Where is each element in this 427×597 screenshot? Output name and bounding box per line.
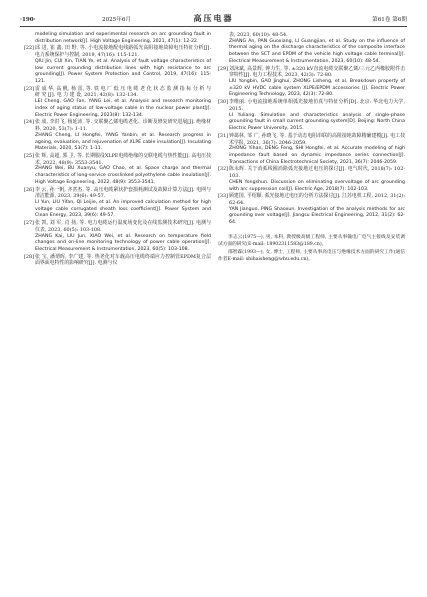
reference-number: [28] xyxy=(24,253,35,260)
right-column xyxy=(218,32,405,264)
reference-text: 表, 2023, 60(10): 48-54. xyxy=(229,32,288,38)
reference-number: [30] xyxy=(218,99,229,106)
right-references xyxy=(218,32,405,227)
reference-text: 张 凯, 刘 军, 肖 扬, 等. 电力电缆运行温度场变化及在线监测技术研究[J]. 电测与仪表, 2023, 60(5): 103-108. xyxy=(35,220,211,233)
page-number: ·190· xyxy=(20,17,36,23)
reference-text: CHEN Yongshun. Discussion on eliminating overvoltage of arc grounding with arc suppression coil[J]. Electric Age, 2018(7): 102-103. xyxy=(229,179,405,192)
journal-title: 高压电器 xyxy=(193,14,234,23)
reference-number: [31] xyxy=(218,132,229,139)
reference-text: 李维丽. 小电流接地系统单相弧光接地仿真与特征分析[D]. 北京: 华北电力大学, 2015. xyxy=(229,99,405,112)
reference-text: ZHANG An, PAN Guoxiang, LI Guangjian, et al. Study on the influence of thermal aging on the discharge characteristics of the composite interface between the SCT and EPDM of the vehicle high voltage cable terminal[J]. Electrical Measurement & Instrumentation, 2023, 60(10): 48-54. xyxy=(229,38,405,64)
author-bio: 邵智霖(1993—), 女, 博士, 工程师, 主要从事高电压与绝缘技术方面的研究工作(通信作者E-mail: shihaisheng@whu.edu.cn)。 xyxy=(218,249,405,262)
reference-text: 陈永辉. 关于消弧线圈消除弧光接地过电压的探讨[J]. 电气时代, 2018(7): 102-103. xyxy=(229,166,405,180)
reference-number: [27] xyxy=(24,220,35,227)
reference-number: [22] xyxy=(24,45,35,52)
reference-item xyxy=(24,187,211,221)
reference-number: [24] xyxy=(24,119,35,126)
left-column xyxy=(24,32,211,267)
reference-text: ZHANG Kai, LIU Jun, XIAO Wei, et al. Research on temperature field changes and on-line monitoring technology of power cable operation[J]. Electrical Measurement & Instrumentation, 2023, 60(5): 103-108. xyxy=(35,233,211,252)
reference-item xyxy=(218,166,405,193)
reference-item xyxy=(24,86,211,120)
reference-text: LEI Cheng, GAO Fan, YANG Lei, et al. Analysis and research monitoring index of aging status of low-voltage cable in the nuclear power plant[J]. Electric Power Engineering, 2023(8): 132-134. xyxy=(35,99,211,118)
reference-text: ZHANG Wei, BU Xuanyu, GAO Chao, et al. Space charge and thermal characteristics of long-service crosslinked polyethylene cable insulation[J]. High Voltage Engineering, 2022, 48(9): 3553-3541. xyxy=(35,166,211,185)
volume-issue: 第61卷 第6期 xyxy=(372,17,407,23)
reference-text: LI Yuliang. Simulation and characteristics analysis of single-phase grounding fault in small current grounding system[D]. Beijing: North China Electric Power University, 2015. xyxy=(229,112,405,132)
reference-number: [32] xyxy=(218,166,229,173)
reference-text: LIU Yongbin, GAO Jinghui, ZHONG Lisheng, et al. Breakdown property of ±320 kV HVDC cable system XLPE/EPDM accessories [J]. Electric Power Engineering Technology, 2023, 42(3): 72-80. xyxy=(229,79,405,98)
reference-number: [29] xyxy=(218,65,229,72)
reference-item xyxy=(24,32,211,45)
running-header xyxy=(20,14,407,27)
reference-text: ZHONG Yihan, DENG Feng, SHI Hongfei, et al. Accurate modeling of high impedance fault based on dynamic impedance series connection[J]. Transactions of China Electrotechnical Society, 2021, 36(7): 2046-2059. xyxy=(229,146,405,165)
reference-text: 钟蔼林, 邹 广, 孙晓飞, 等. 基于动态电阻串联的高阻接地故障精确建模[J]. 电工技术学报, 2021, 36(7): 2046-2059. xyxy=(229,132,405,146)
author-bio: 李志云(1975—), 男, 本科, 教授级高级工程师, 主要从事输电广电气主接线及安装调试方面的研究(E-mail: 18902311583@189.cn)。 xyxy=(218,234,405,247)
reference-item xyxy=(218,99,405,133)
reference-text: 雷 成 华, 高 帆, 杨 雷, 等. 铁 电 厂 低 压 电 缆 老 化 状 态 监 测 指 标 分 析 与 研 究 [J]. 电 力 建 设, 2021, 42(8): 132-134. xyxy=(35,85,211,99)
reference-number: [26] xyxy=(24,186,35,193)
reference-item xyxy=(218,193,405,227)
reference-text: 张 宝, 潘谓晖, 李广建, 等. 热老化对车载高压电缆终端应力控制管EPDM复合层面界面电特性的影响研究[J]. 电测与仪 xyxy=(35,253,211,267)
reference-text: 顾建国, 平绍顺. 弧光接地过电压的分析方法探讨[J]. 江苏电机工程, 2012, 31(2): 62-64. xyxy=(229,193,405,206)
reference-item xyxy=(24,153,211,187)
reference-item xyxy=(218,66,405,100)
author-bios xyxy=(218,235,405,264)
reference-item xyxy=(24,220,211,254)
reference-text: QIU Jin, CUI Xin, TIAN Ye, et al. Analysis of fault voltage characteristics of low current grounding distribution lines with high resistance to arc grounding[J]. Power System Protection and Control, 2019, 47(16): 115-121. xyxy=(35,58,211,85)
issue-date: 2025年6月 xyxy=(102,17,131,23)
reference-text: YAN Jianguo, PING Shaoxun. Investigation of the analysis methods for arc grounding over voltage[J]. Jiangsu Electrical Engineering, 2012, 31(2): 62-64. xyxy=(229,206,405,226)
reference-text: 刘泳斌, 高景辉, 钟力生, 等. ±320 kV直流电缆交联聚乙烯/三元乙丙橡胶附件击穿特性[J]. 电力工程技术, 2023, 42(3): 72-80. xyxy=(229,65,405,79)
reference-text: 李 云, 孙一帆, 齐甚杰, 等. 高压电缆紧状护套损耗测试及故障计算方法[J]. 电网与清洁能源, 2023, 39(6): 49-57. xyxy=(35,186,211,200)
reference-text: ZHANG Cheng, LI Hongfei, YANG Yanbin, et al. Research progress in ageing, evaluation, and rejuvenation of XLPE cable insulation[J]. Insulating Materials, 2020, 53(7): 1-11. xyxy=(35,132,211,152)
reference-text: 张 辉, 高超, 郭 卫, 等. 长期服役XLPE电缆绝缘的交联电缆与热性能[J]. 高电压技术, 2022, 48(9): 3553-3541. xyxy=(35,152,211,166)
reference-number: [25] xyxy=(24,152,35,159)
reference-text: 邱 进, 崔 鑫, 田 野, 等. 小电流接地配电线路弧光高阻接地故障电压特征分析[J]. 电力系统保护与控制, 2019, 47(16): 115-121. xyxy=(35,45,211,59)
reference-item xyxy=(24,119,211,153)
reference-text: 张 成, 李洪飞, 杨延沛, 等. 交联聚乙烯电缆老化、诊断及修复研究进展[J]. 绝缘材料, 2020, 53(7): 1-11. xyxy=(35,119,211,133)
reference-number: [23] xyxy=(24,85,35,92)
reference-text: modeling simulation and experimental research on arc grounding fault in distribution network[J]. High Voltage Engineering, 2021, 47(1): 12-22. xyxy=(35,32,211,44)
reference-item xyxy=(24,254,211,267)
reference-number: [33] xyxy=(218,193,229,200)
reference-text: LI Yun, LIU Yifan, QI Leijie, et al. An improved calculation method for high voltage cable corrugated sheath loss coefficient[J]. Power System and Clean Energy, 2023, 39(6): 49-57. xyxy=(35,199,211,219)
reference-item xyxy=(24,45,211,85)
reference-item xyxy=(218,133,405,167)
reference-item xyxy=(218,32,405,66)
